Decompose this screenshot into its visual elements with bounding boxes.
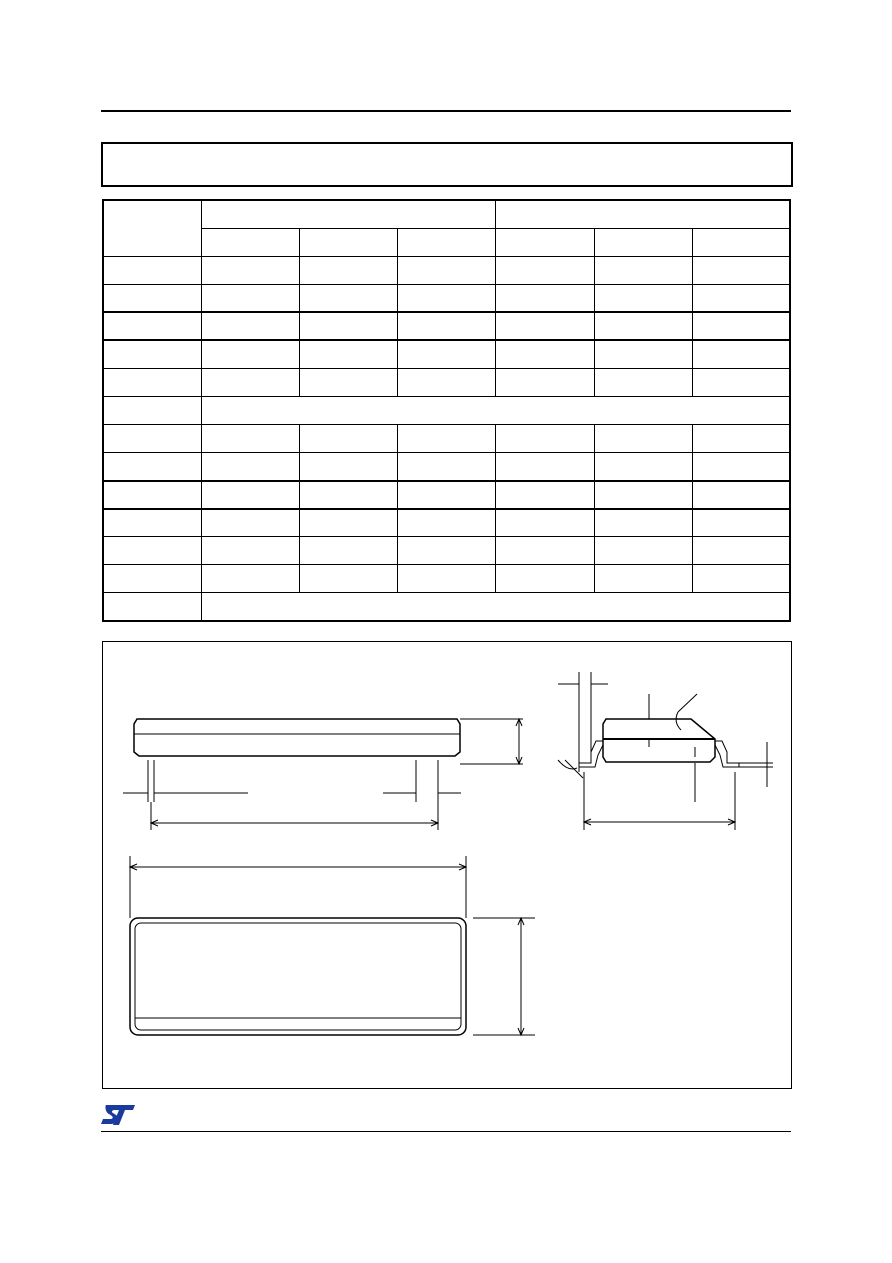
table-row <box>103 368 790 396</box>
table-cell <box>594 312 692 340</box>
table-cell <box>201 340 299 368</box>
table-cell <box>201 565 299 593</box>
header-cell-group-2 <box>495 200 790 228</box>
table-cell <box>397 565 495 593</box>
table-cell <box>201 284 299 312</box>
table-cell <box>103 256 201 284</box>
header-cell <box>594 228 692 256</box>
table-cell <box>692 425 790 453</box>
table-row <box>103 425 790 453</box>
table-row <box>103 509 790 537</box>
table-cell <box>594 481 692 509</box>
table-cell <box>397 425 495 453</box>
table-row <box>103 537 790 565</box>
package-drawing-svg <box>103 642 791 1088</box>
table-header-row-1 <box>103 200 790 228</box>
table-cell <box>201 509 299 537</box>
table-cell <box>495 565 594 593</box>
table-cell <box>103 425 201 453</box>
table-cell <box>103 565 201 593</box>
header-cell <box>299 228 397 256</box>
header-cell <box>495 228 594 256</box>
table-cell <box>594 256 692 284</box>
header-cell <box>201 228 299 256</box>
table-cell <box>103 509 201 537</box>
table-cell <box>299 509 397 537</box>
top-view-body <box>130 918 466 1035</box>
table-row <box>103 312 790 340</box>
table-cell <box>103 593 201 621</box>
table-cell <box>495 425 594 453</box>
table-cell <box>692 340 790 368</box>
table-cell <box>692 537 790 565</box>
table-cell <box>692 284 790 312</box>
table-cell <box>692 481 790 509</box>
table-cell <box>299 256 397 284</box>
table-cell <box>103 453 201 481</box>
table-cell <box>594 368 692 396</box>
table-cell <box>397 340 495 368</box>
table-cell <box>103 284 201 312</box>
table-cell <box>495 284 594 312</box>
table-cell <box>495 537 594 565</box>
table-row-span <box>103 593 790 621</box>
table-cell <box>594 537 692 565</box>
table-cell <box>594 453 692 481</box>
table-cell <box>397 453 495 481</box>
table-cell <box>397 312 495 340</box>
table-cell <box>299 368 397 396</box>
table-row <box>103 453 790 481</box>
table-cell <box>397 256 495 284</box>
table-cell <box>299 340 397 368</box>
table-cell <box>692 368 790 396</box>
table-cell <box>692 453 790 481</box>
header-cell <box>397 228 495 256</box>
table-cell <box>397 481 495 509</box>
table-cell <box>397 537 495 565</box>
table-cell-span <box>201 593 790 621</box>
table-cell <box>103 396 201 424</box>
table-row <box>103 481 790 509</box>
table-cell <box>103 312 201 340</box>
table-cell <box>495 256 594 284</box>
header-cell <box>692 228 790 256</box>
table-header-row-2 <box>103 228 790 256</box>
table-cell <box>299 312 397 340</box>
table-row <box>103 565 790 593</box>
table-cell <box>692 256 790 284</box>
table-cell <box>594 340 692 368</box>
end-view-body <box>603 719 715 762</box>
package-outline-drawing <box>102 641 792 1089</box>
table-cell <box>299 284 397 312</box>
table-cell <box>594 509 692 537</box>
table-cell-span <box>201 396 790 424</box>
footer-rule <box>101 1131 791 1132</box>
table-cell <box>201 368 299 396</box>
header-cell-group-1 <box>201 200 495 228</box>
table-cell <box>594 425 692 453</box>
table-cell <box>397 284 495 312</box>
table-cell <box>103 481 201 509</box>
table-row <box>103 256 790 284</box>
table-cell <box>692 565 790 593</box>
table-cell <box>495 368 594 396</box>
table-cell <box>299 453 397 481</box>
table-cell <box>692 509 790 537</box>
header-cell-dim <box>103 200 201 256</box>
table-cell <box>594 565 692 593</box>
table-cell <box>201 425 299 453</box>
table-row <box>103 340 790 368</box>
table-cell <box>594 284 692 312</box>
table-cell <box>495 509 594 537</box>
table-cell <box>692 312 790 340</box>
table-cell <box>397 368 495 396</box>
st-logo-icon <box>100 1104 136 1131</box>
side-view-body <box>134 719 460 756</box>
table-cell <box>201 312 299 340</box>
table-cell <box>495 312 594 340</box>
table-cell <box>495 340 594 368</box>
table-cell <box>103 368 201 396</box>
dimensions-table <box>102 199 791 622</box>
header-rule <box>101 110 791 112</box>
table-cell <box>103 340 201 368</box>
table-cell <box>299 565 397 593</box>
table-cell <box>495 481 594 509</box>
table-cell <box>201 537 299 565</box>
table-cell <box>299 481 397 509</box>
table-title-box <box>101 142 793 187</box>
table-cell <box>201 453 299 481</box>
table-cell <box>103 537 201 565</box>
table-cell <box>299 425 397 453</box>
table-cell <box>299 537 397 565</box>
table-cell <box>201 256 299 284</box>
table-cell <box>397 509 495 537</box>
table-cell <box>201 481 299 509</box>
table-row-span <box>103 396 790 424</box>
table-cell <box>495 453 594 481</box>
table-row <box>103 284 790 312</box>
